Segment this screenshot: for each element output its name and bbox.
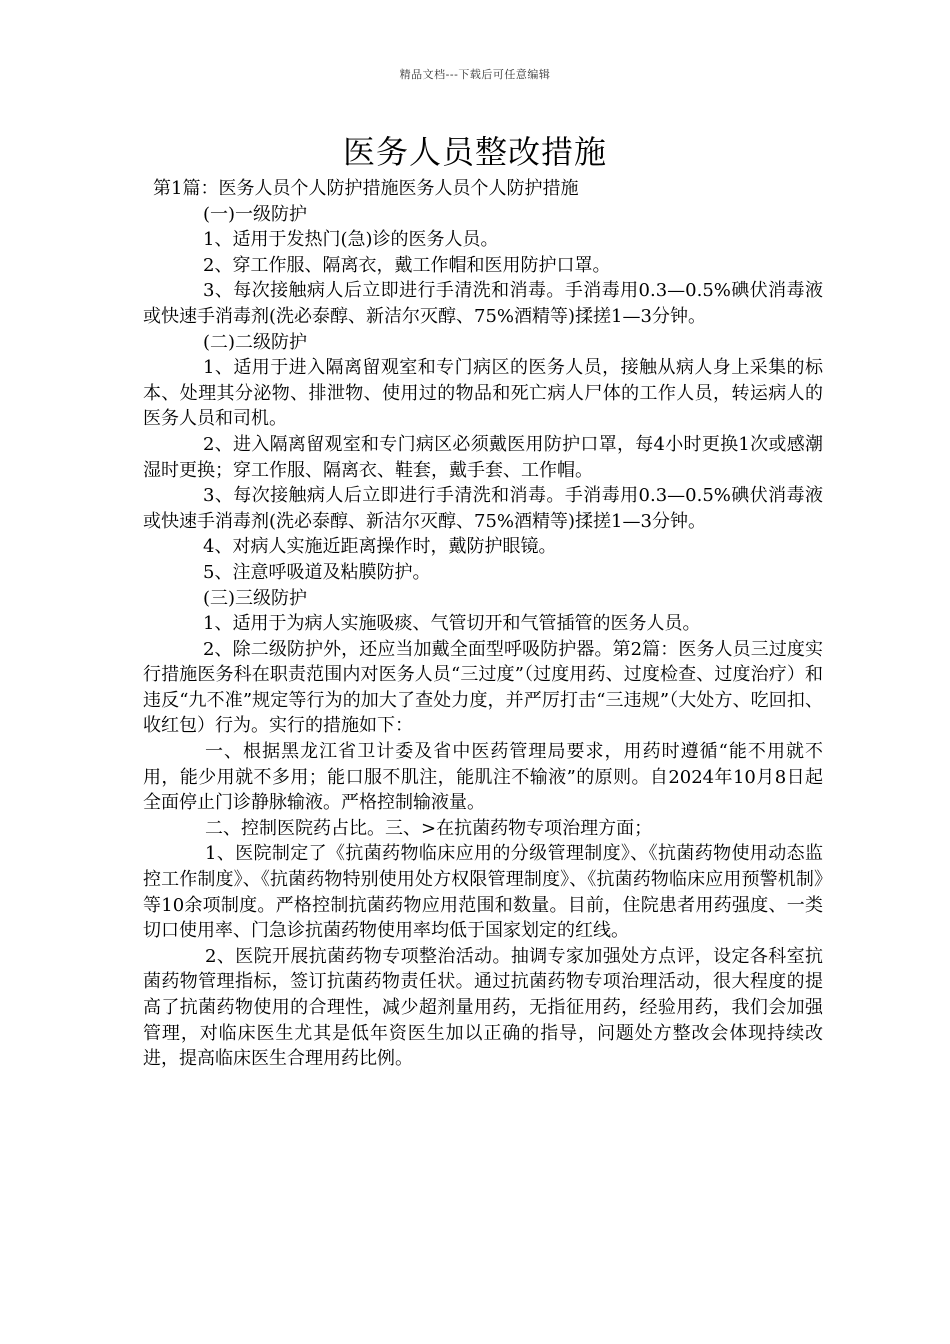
paragraph: 3、每次接触病人后立即进行手清洗和消毒。手消毒用0.3—0.5%碘伏消毒液或快速手消毒剂(洗必泰醇、新洁尔灭醇、75%酒精等)揉搓1—3分钟。 — [143, 485, 823, 532]
paragraph: 一、根据黑龙江省卫计委及省中医药管理局要求，用药时遵循“能不用就不用，能少用就不多用；能口服不肌注，能肌注不输液”的原则。自2024年10月8日起全面停止门诊静脉输液。严格控制输液量。 — [143, 741, 823, 814]
paragraph: 2、穿工作服、隔离衣，戴工作帽和医用防护口罩。 — [203, 254, 611, 276]
document-body — [143, 176, 823, 1072]
paragraph: 5、注意呼吸道及粘膜防护。 — [203, 561, 431, 583]
paragraph: 3、每次接触病人后立即进行手清洗和消毒。手消毒用0.3—0.5%碘伏消毒液或快速手消毒剂(洗必泰醇、新洁尔灭醇、75%酒精等)揉搓1—3分钟。 — [143, 280, 823, 327]
paragraph: 二、控制医院药占比。三、>在抗菌药物专项治理方面； — [205, 817, 653, 839]
paragraph: 1、适用于进入隔离留观室和专门病区的医务人员，接触从病人身上采集的标本、处理其分泌物、排泄物、使用过的物品和死亡病人尸体的工作人员，转运病人的医务人员和司机。 — [143, 357, 823, 430]
paragraph: (一)一级防护 — [203, 203, 308, 225]
paragraph: 4、对病人实施近距离操作时，戴防护眼镜。 — [203, 536, 557, 558]
paragraph: 2、除二级防护外，还应当加戴全面型呼吸防护器。第2篇：医务人员三过度实行措施医务科在职责范围内对医务人员“三过度”（过度用药、过度检查、过度治疗）和违反“九不准”规定等行为的加大了查处力度，并严厉打击“三违规”（大处方、吃回扣、收红包）行为。实行的措施如下： — [143, 638, 823, 737]
paragraph: 1、医院制定了《抗菌药物临床应用的分级管理制度》、《抗菌药物使用动态监控工作制度》、《抗菌药物特别使用处方权限管理制度》、《抗菌药物临床应用预警机制》等10余项制度。严格控制抗菌药物应用范围和数量。目前，住院患者用药强度、一类切口使用率、门急诊抗菌药物使用率均低于国家划定的红线。 — [143, 843, 823, 942]
paragraph: (三)三级防护 — [203, 587, 308, 609]
page-header: 精品文档---下载后可任意编辑 — [399, 68, 551, 81]
paragraph: 1、适用于发热门(急)诊的医务人员。 — [203, 229, 499, 251]
paragraph: 2、进入隔离留观室和专门病区必须戴医用防护口罩，每4小时更换1次或感潮湿时更换；穿工作服、隔离衣、鞋套，戴手套、工作帽。 — [143, 433, 823, 481]
paragraph: 第1篇：医务人员个人防护措施医务人员个人防护措施 — [153, 178, 579, 199]
paragraph: 1、适用于为病人实施吸痰、气管切开和气管插管的医务人员。 — [203, 613, 701, 635]
paragraph: (二)二级防护 — [203, 331, 308, 353]
document-title: 医务人员整改措施 — [342, 133, 607, 171]
paragraph: 2、医院开展抗菌药物专项整治活动。抽调专家加强处方点评，设定各科室抗菌药物管理指标，签订抗菌药物责任状。通过抗菌药物专项治理活动，很大程度的提高了抗菌药物使用的合理性，减少超剂量用药，无指征用药，经验用药，我们会加强管理，对临床医生尤其是低年资医生加以正确的指导，问题处方整改会体现持续改进，提高临床医生合理用药比例。 — [143, 945, 823, 1070]
